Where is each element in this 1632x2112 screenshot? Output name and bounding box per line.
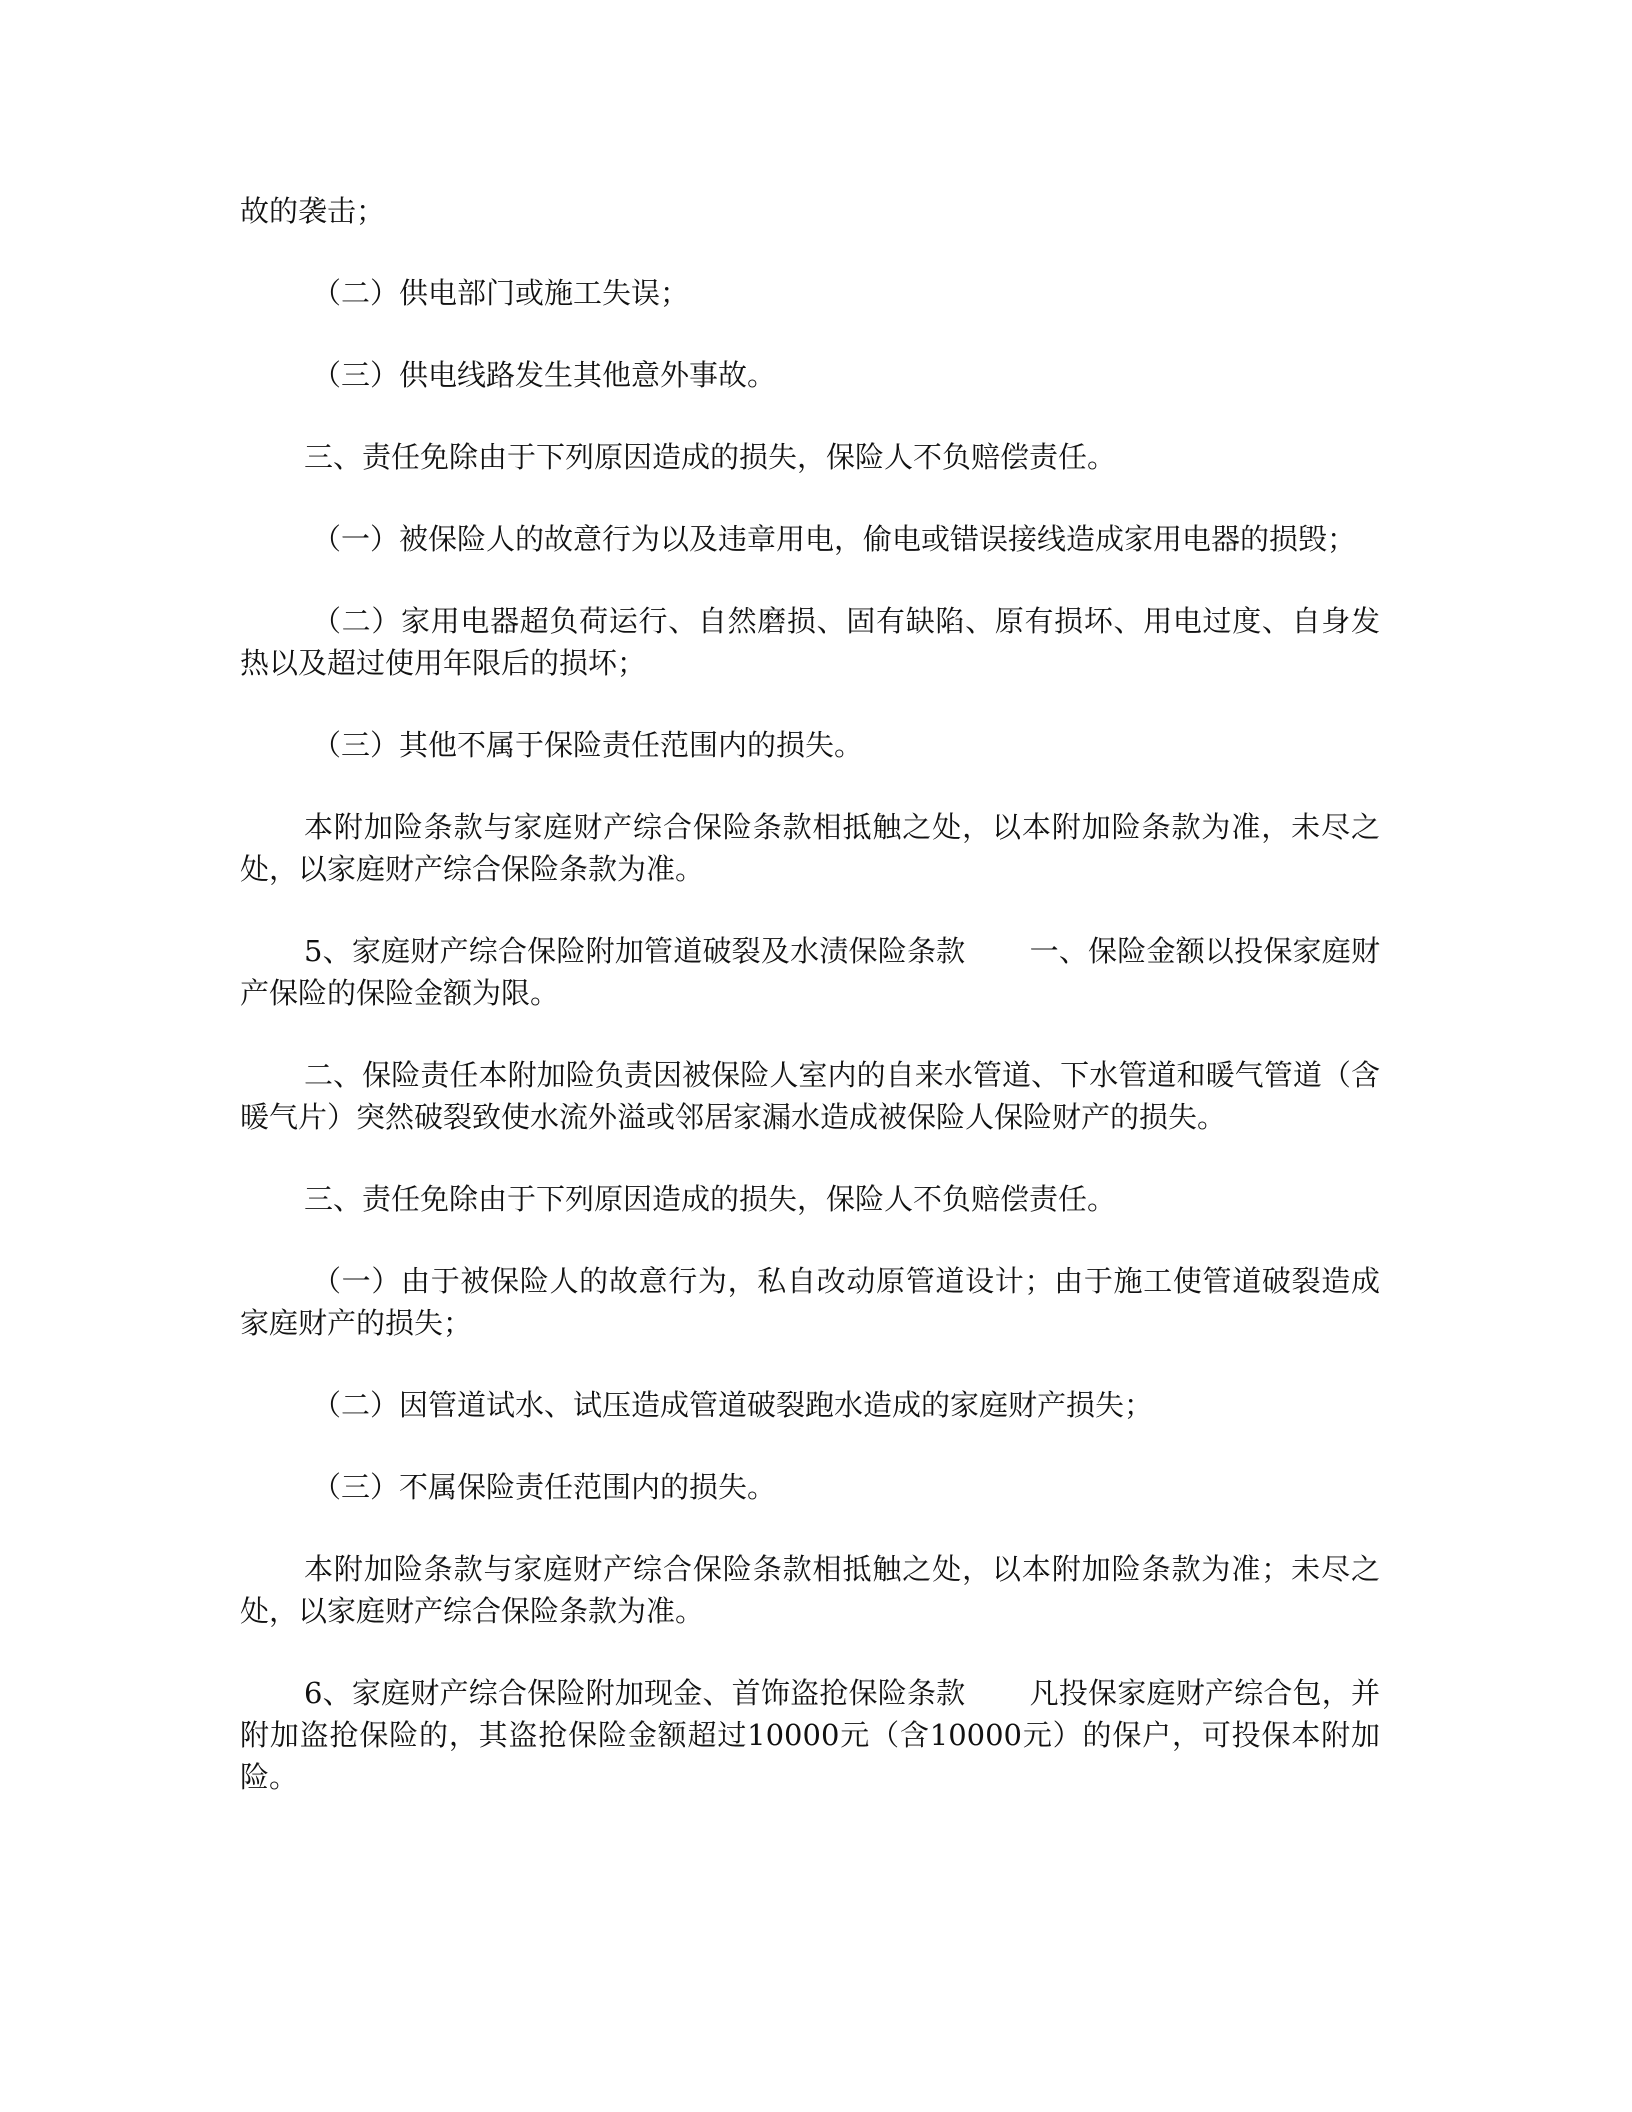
paragraph-item: （一）被保险人的故意行为以及违章用电，偷电或错误接线造成家用电器的损毁；	[312, 522, 1357, 556]
paragraph-section: 二、保险责任本附加险负责因被保险人室内的自来水管道、下水管道和暖气管道（含暖气片）突然破裂致使水流外溢或邻居家漏水造成被保险人保险财产的损失。	[240, 1058, 1380, 1134]
paragraph-item: （一）由于被保险人的故意行为，私自改动原管道设计；由于施工使管道破裂造成家庭财产的损失；	[240, 1264, 1380, 1340]
paragraph-clause-note: 本附加险条款与家庭财产综合保险条款相抵触之处，以本附加险条款为准；未尽之处，以家庭财产综合保险条款为准。	[240, 1552, 1380, 1628]
paragraph-item: （三）供电线路发生其他意外事故。	[312, 358, 777, 392]
paragraph-section-heading: 三、责任免除由于下列原因造成的损失，保险人不负赔偿责任。	[304, 440, 1117, 474]
document-body	[240, 190, 1380, 1838]
paragraph-clause-note: 本附加险条款与家庭财产综合保险条款相抵触之处，以本附加险条款为准，未尽之处，以家庭财产综合保险条款为准。	[240, 810, 1380, 886]
paragraph-item: （三）不属保险责任范围内的损失。	[312, 1470, 777, 1504]
clause-body-text: 凡投保家庭财产综合包，并附加盗抢保险的，其盗抢保险金额超过10000元（含10000元）的保户，可投保本附加险。	[240, 1676, 1380, 1794]
paragraph-continuation: 故的袭击；	[240, 194, 386, 228]
clause-title-text: 5、家庭财产综合保险附加管道破裂及水渍保险条款	[304, 934, 966, 968]
paragraph-clause-title	[240, 1672, 1380, 1798]
clause-body-text: 一、保险金额以投保家庭财产保险的保险金额为限。	[240, 934, 1380, 1010]
paragraph-item: （二）供电部门或施工失误；	[312, 276, 690, 310]
paragraph-item: （二）家用电器超负荷运行、自然磨损、固有缺陷、原有损坏、用电过度、自身发热以及超过使用年限后的损坏；	[240, 604, 1380, 680]
paragraph-clause-title	[240, 930, 1380, 1014]
clause-title-text: 6、家庭财产综合保险附加现金、首饰盗抢保险条款	[304, 1676, 966, 1710]
paragraph-section-heading: 三、责任免除由于下列原因造成的损失，保险人不负赔偿责任。	[304, 1182, 1117, 1216]
paragraph-item: （三）其他不属于保险责任范围内的损失。	[312, 728, 864, 762]
paragraph-item: （二）因管道试水、试压造成管道破裂跑水造成的家庭财产损失；	[312, 1388, 1154, 1422]
